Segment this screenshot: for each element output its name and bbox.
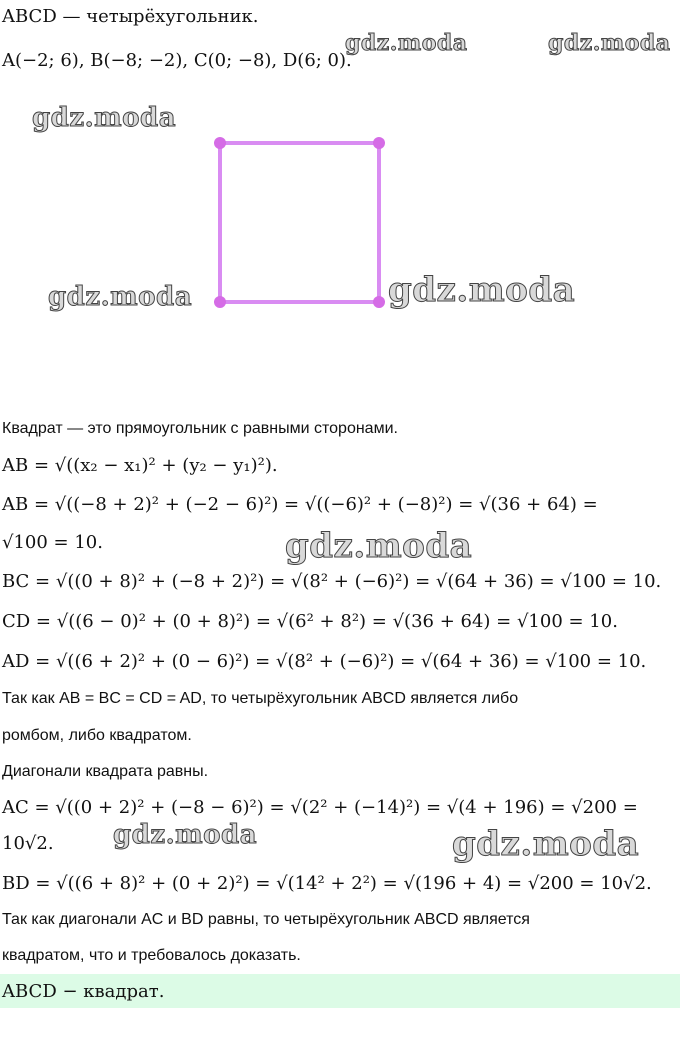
ab-calculation-line2: √100 = 10.: [2, 532, 103, 553]
watermark: gdz.moda: [345, 30, 468, 56]
watermark: gdz.moda: [388, 270, 576, 310]
vertex-bottom-right: [373, 296, 385, 308]
distance-formula: AB = √((x₂ − x₁)² + (y₂ − y₁)²).: [2, 455, 278, 476]
watermark: gdz.moda: [113, 820, 258, 850]
vertex-bottom-left: [214, 296, 226, 308]
square-figure: [0, 0, 680, 420]
watermark: gdz.moda: [48, 282, 193, 312]
ac-calculation-line2: 10√2.: [2, 833, 54, 854]
watermark: gdz.moda: [32, 103, 177, 133]
bc-calculation: BC = √((0 + 8)² + (−8 + 2)²) = √(8² + (−6)²) = √(64 + 36) = √100 = 10.: [2, 571, 662, 592]
square-definition: Квадрат — это прямоугольник с равными сторонами.: [2, 420, 398, 437]
square-shape: [220, 143, 379, 302]
watermark: gdz.moda: [452, 824, 640, 864]
ab-calculation-line1: AB = √((−8 + 2)² + (−2 − 6)²) = √((−6)² + (−8)²) = √(36 + 64) =: [2, 494, 598, 515]
conclusion-square-line1: Так как диагонали AC и BD равны, то четырёхугольник ABCD является: [2, 911, 530, 928]
answer-text: ABCD − квадрат.: [2, 981, 165, 1002]
answer-box: [0, 974, 680, 1008]
conclusion-rhombus-line2: ромбом, либо квадратом.: [2, 727, 192, 744]
conclusion-rhombus-line1: Так как AB = BC = CD = AD, то четырёхугольник ABCD является либо: [2, 690, 519, 707]
cd-calculation: CD = √((6 − 0)² + (0 + 8)²) = √(6² + 8²) = √(36 + 64) = √100 = 10.: [2, 611, 618, 632]
diagonals-statement: Диагонали квадрата равны.: [2, 763, 209, 780]
vertex-coordinates: A(−2; 6), B(−8; −2), C(0; −8), D(6; 0).: [2, 50, 352, 71]
vertex-top-left: [214, 137, 226, 149]
bd-calculation: BD = √((6 + 8)² + (0 + 2)²) = √(14² + 2²) = √(196 + 4) = √200 = 10√2.: [2, 873, 652, 894]
problem-statement: ABCD — четырёхугольник.: [2, 6, 259, 27]
ad-calculation: AD = √((6 + 2)² + (0 − 6)²) = √(8² + (−6)²) = √(64 + 36) = √100 = 10.: [2, 651, 647, 672]
vertex-top-right: [373, 137, 385, 149]
ac-calculation-line1: AC = √((0 + 2)² + (−8 − 6)²) = √(2² + (−14)²) = √(4 + 196) = √200 =: [2, 797, 638, 818]
conclusion-square-line2: квадратом, что и требовалось доказать.: [2, 947, 301, 964]
watermark: gdz.moda: [548, 30, 671, 56]
watermark: gdz.moda: [285, 526, 473, 566]
